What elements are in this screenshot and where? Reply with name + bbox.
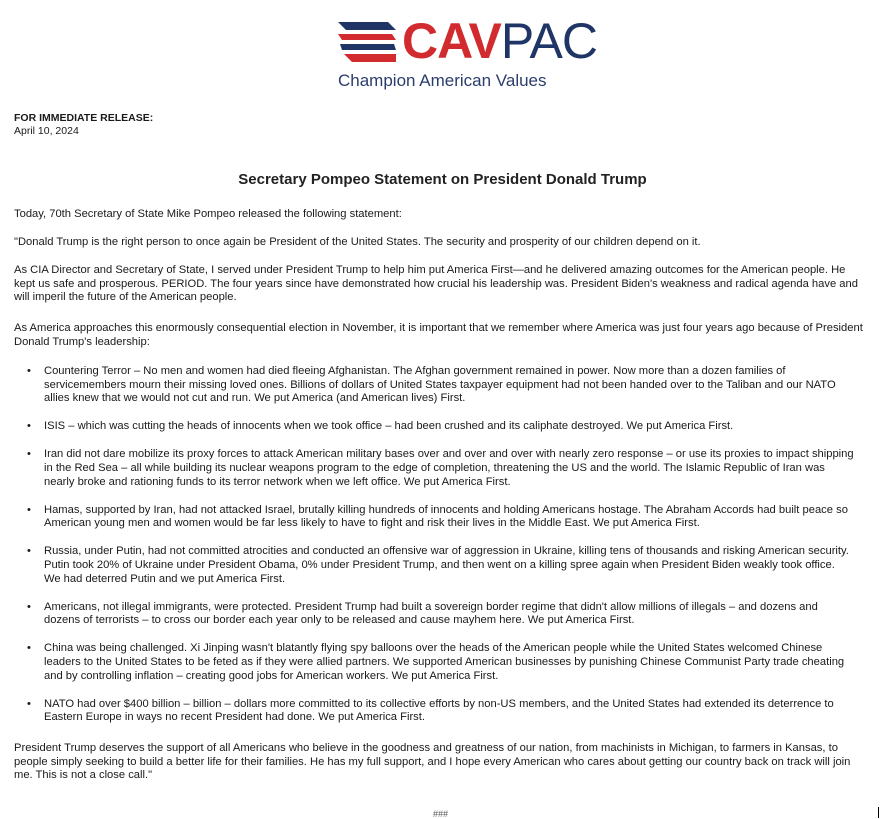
list-item: • NATO had over $400 billion – billion – dollars more committed to its collective efforts by non-US members, and the United States had extended its deterrence to Eastern Europe in ways no recent President had done. We put America First. — [14, 698, 854, 725]
election-paragraph: As America approaches this enormously consequential election in November, it is important that we remember where America was just four years ago because of President Donald Trump's leadership: — [14, 322, 863, 348]
list-item: • Russia, under Putin, had not committed atrocities and conducted an offensive war of aggression in Ukraine, killing tens of thousands and risking American security. Putin took 20% of Ukraine under President Obama, 0% under President Trump, and then went on a killing spree again when President Biden weakly took office. We had deterred Putin and we put America First. — [14, 545, 854, 586]
release-info — [14, 112, 153, 138]
logo-word-cav: CAV — [402, 13, 501, 69]
page-title: Secretary Pompeo Statement on President Donald Trump — [238, 171, 647, 188]
accomplishments-list — [14, 365, 854, 739]
end-mark: ### — [433, 809, 449, 819]
release-label: FOR IMMEDIATE RELEASE: — [14, 112, 154, 124]
text-cursor — [878, 807, 879, 818]
quote-opening-paragraph: "Donald Trump is the right person to once again be President of the United States. The security and prosperity of our children depend on it. — [14, 236, 701, 248]
list-item: • Iran did not dare mobilize its proxy forces to attack American military bases over and over and over with nearly zero response – or use its proxies to impact shipping in the Red Sea – all while building its nuclear weapons program to the edge of completion, threatening the US and the world. The Islamic Republic of Iran was nearly broke and rationing funds to its terror network when we left office. We put America First. — [14, 448, 854, 489]
list-item: • Hamas, supported by Iran, had not attacked Israel, brutally killing hundreds of innocents and holding Americans hostage. The Abraham Accords had built peace so American young men and women would be far less likely to have to fight and risk their lives in the Middle East. We put America First. — [14, 504, 854, 531]
service-paragraph: As CIA Director and Secretary of State, I served under President Trump to help him put America First—and he delivered amazing outcomes for the American people. He kept us safe and prosperous. PERIOD. The four years since have demonstrated how crucial his leadership was. President Biden's weakness and radical agenda have and will imperil the future of the American people. — [14, 264, 858, 304]
cavpac-logo — [338, 13, 597, 94]
list-item: • Americans, not illegal immigrants, were protected. President Trump had built a sovereign border regime that didn't allow millions of illegals – and dozens and dozens of terrorists – to cross our border each year only to be released and cause mayhem here. We put America First. — [14, 601, 854, 628]
release-date: April 10, 2024 — [14, 125, 79, 137]
closing-paragraph: President Trump deserves the support of all Americans who believe in the goodness and greatness of our nation, from machinists in Michigan, to farmers in Kansas, to people simply seeking to build a better life for their families. He has my full support, and I hope every American who cares about getting our country back on track will join me. This is not a close call." — [14, 742, 851, 782]
logo-word-pac: PAC — [500, 13, 597, 69]
logo-wordmark — [402, 12, 597, 70]
list-item: • ISIS – which was cutting the heads of innocents when we took office – had been crushed and its caliphate destroyed. We put America First. — [14, 420, 854, 434]
logo-tagline: Champion American Values — [338, 71, 547, 90]
intro-paragraph: Today, 70th Secretary of State Mike Pompeo released the following statement: — [14, 208, 402, 220]
flag-stripes-icon — [338, 20, 396, 64]
list-item: • China was being challenged. Xi Jinping wasn't blatantly flying spy balloons over the heads of the American people while the United States welcomed Chinese leaders to the United States to be feted as if they were allied partners. We supported American businesses by punishing Chinese Communist Party trade cheating and by controlling inflation – creating good jobs for American workers. We put America First. — [14, 642, 854, 683]
list-item: • Countering Terror – No men and women had died fleeing Afghanistan. The Afghan government remained in power. Now more than a dozen families of servicemembers mourn their missing loved ones. Billions of dollars of United States taxpayer equipment had not been handed over to the Taliban and our NATO allies knew that we would not cut and run. We put America (and American lives) First. — [14, 365, 854, 406]
